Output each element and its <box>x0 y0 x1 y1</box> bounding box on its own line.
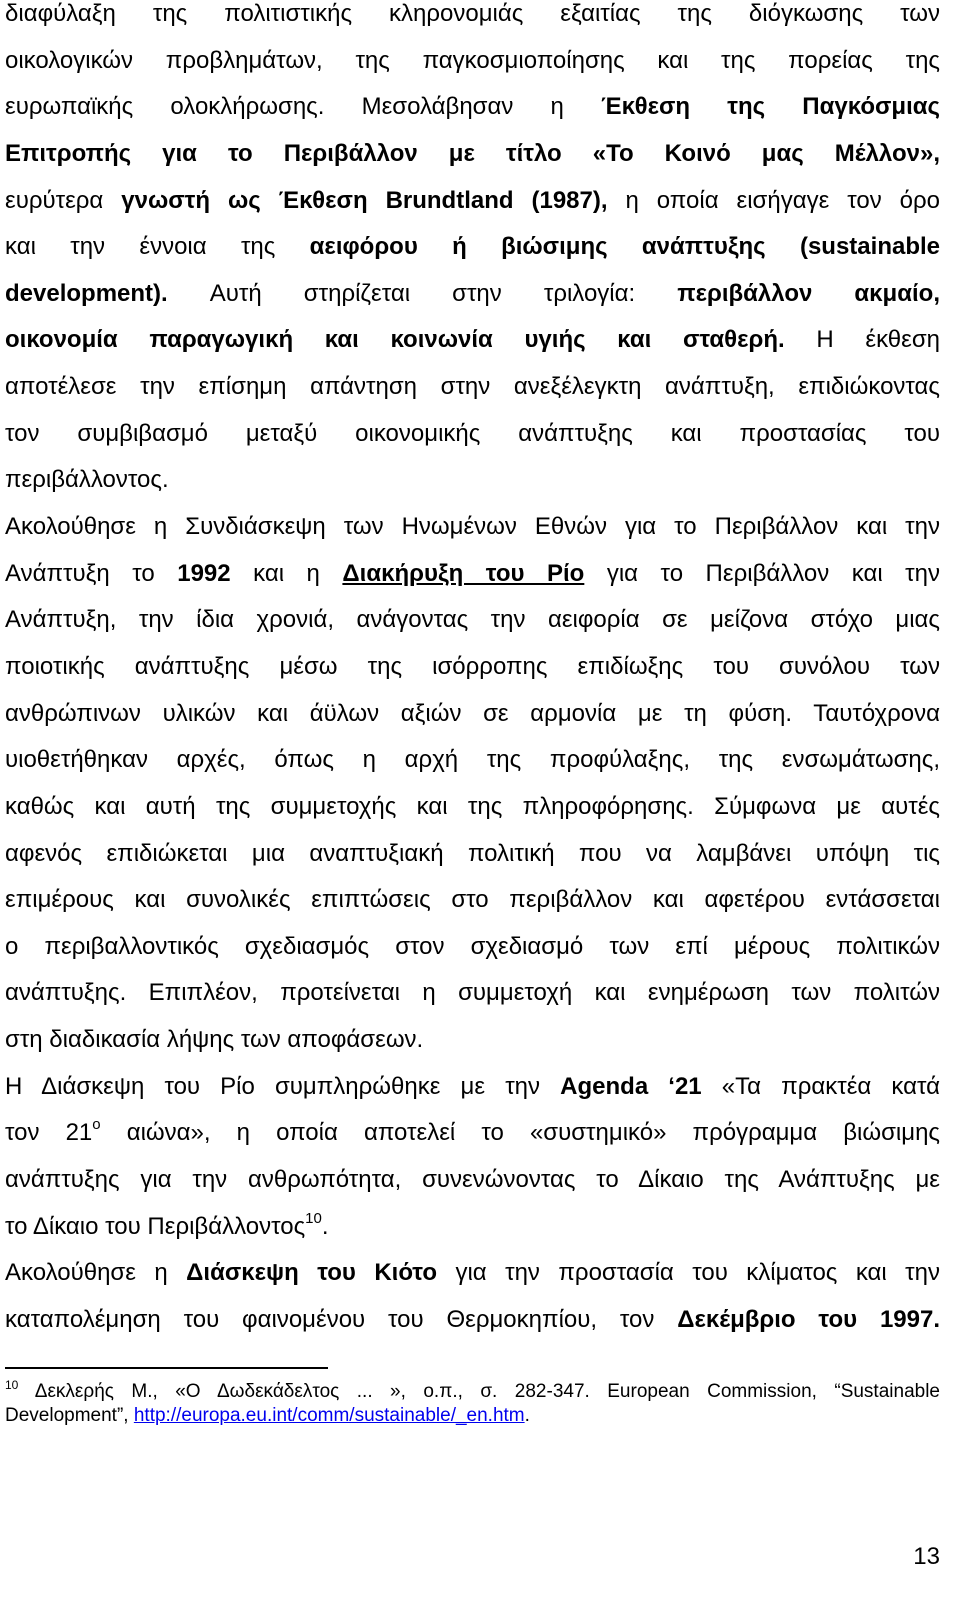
text-segment: περιβάλλοντος. <box>5 466 169 494</box>
text-segment: υιοθετήθηκαν αρχές, όπως η αρχή της προφύλαξης, της ενσωμάτωσης, <box>5 746 940 774</box>
footnote-number: 10 <box>5 1378 19 1392</box>
text-line <box>5 411 940 458</box>
text-line <box>5 1017 940 1064</box>
footnote-line <box>5 1404 940 1428</box>
text-line <box>5 1250 940 1297</box>
text-segment: Η έκθεση <box>784 326 941 354</box>
text-segment: αποτέλεσε την επίσημη απάντηση στην ανεξέλεγκτη ανάπτυξη, επιδιώκοντας <box>5 373 940 401</box>
text-segment: αιώνα», η οποία αποτελεί το «συστημικό» πρόγραμμα βιώσιμης <box>100 1119 940 1147</box>
text-line <box>5 364 940 411</box>
text-line <box>5 691 940 738</box>
footnote-link[interactable]: http://europa.eu.int/comm/sustainable/_en.htm <box>133 1405 525 1426</box>
text-segment: και την έννοια της <box>5 233 310 261</box>
text-segment: «Τα πρακτέα κατά <box>701 1072 940 1100</box>
text-segment: οικολογικών προβλημάτων, της παγκοσμιοποίησης και της πορείας της <box>5 46 940 74</box>
text-segment: Η Διάσκεψη του Ρίο συμπληρώθηκε με την <box>5 1072 561 1100</box>
text-segment: Αυτή στηρίζεται στην τριλογία: <box>167 279 678 307</box>
text-segment: καθώς και αυτή της συμμετοχής και της πληροφόρησης. Σύμφωνα με αυτές <box>5 792 940 820</box>
text-line <box>5 737 940 784</box>
bold-text: Agenda ‘21 <box>560 1072 702 1100</box>
text-line <box>5 317 940 364</box>
bold-text: Διακήρυξη του Ρίο <box>342 559 585 587</box>
text-segment: ποιοτικής ανάπτυξης μέσω της ισόρροπης επιδίωξης του συνόλου των <box>5 652 940 680</box>
text-segment: και η <box>230 559 343 587</box>
text-line <box>5 1297 940 1344</box>
footnote-separator <box>5 1367 328 1369</box>
text-line <box>5 784 940 831</box>
text-segment: ανάπτυξης για την ανθρωπότητα, συνενώνοντας το Δίκαιο της Ανάπτυξης με <box>5 1166 940 1194</box>
text-segment: ο περιβαλλοντικός σχεδιασμός στον σχεδιασμό των επί μέρους πολιτικών <box>5 932 940 960</box>
text-segment: Ακολούθησε η Συνδιάσκεψη των Ηνωμένων Εθνών για το Περιβάλλον και την <box>5 513 940 541</box>
bold-text: οικονομία παραγωγική και κοινωνία υγιής και σταθερή. <box>5 326 785 354</box>
bold-text: 1992 <box>177 559 231 587</box>
text-line <box>5 84 940 131</box>
bold-text: Επιτροπής για το Περιβάλλον με τίτλο «Το Κοινό μας Μέλλον», <box>5 139 940 167</box>
bold-text: Δεκέμβριο του 1997. <box>677 1305 940 1333</box>
text-line <box>5 38 940 85</box>
text-line <box>5 877 940 924</box>
text-line <box>5 551 940 598</box>
text-segment: Ακολούθησε η <box>5 1259 187 1287</box>
text-segment: αφενός επιδιώκεται μια αναπτυξιακή πολιτική που να λαμβάνει υπόψη τις <box>5 839 940 867</box>
text-line <box>5 271 940 318</box>
text-line <box>5 924 940 971</box>
text-line <box>5 0 940 38</box>
text-segment: διαφύλαξη της πολιτιστικής κληρονομιάς εξαιτίας της διόγκωσης των <box>5 0 940 27</box>
text-segment: στη διαδικασία λήψης των αποφάσεων. <box>5 1026 424 1054</box>
text-segment: Ανάπτυξη το <box>5 559 178 587</box>
text-segment: επιμέρους και συνολικές επιπτώσεις στο περιβάλλον και αφετέρου εντάσσεται <box>5 886 940 914</box>
text-segment: ευρωπαϊκής ολοκλήρωσης. Μεσολάβησαν η <box>5 93 602 121</box>
text-line <box>5 597 940 644</box>
text-line <box>5 224 940 271</box>
page-number: 13 <box>913 1543 940 1570</box>
bold-text: αειφόρου ή βιώσιμης ανάπτυξης (sustainable <box>309 233 940 261</box>
superscript: ο <box>92 1116 101 1134</box>
text-segment: ευρύτερα <box>5 186 122 214</box>
bold-text: Διάσκεψη του Κιότο <box>186 1259 438 1287</box>
footnote <box>5 1380 940 1428</box>
text-segment: τον συμβιβασμό μεταξύ οικονομικής ανάπτυξης και προστασίας του <box>5 419 940 447</box>
text-line <box>5 831 940 878</box>
footnote-line <box>5 1380 940 1404</box>
text-line <box>5 1204 940 1251</box>
footnote-text: Δεκλερής Μ., «Ο Δωδεκάδελτος ... », ο.π., σ. 282-347. European Commission, “Sustainable <box>18 1381 940 1402</box>
text-line <box>5 178 940 225</box>
text-line <box>5 457 940 504</box>
text-segment: ανάπτυξης. Επιπλέον, προτείνεται η συμμετοχή και ενημέρωση των πολιτών <box>5 979 940 1007</box>
bold-text: development). <box>5 279 168 307</box>
text-line <box>5 1064 940 1111</box>
text-segment: τον 21 <box>5 1119 93 1147</box>
text-segment: η οποία εισήγαγε τον όρο <box>607 186 941 214</box>
text-segment: ανθρώπινων υλικών και άϋλων αξιών σε αρμονία με τη φύση. Ταυτόχρονα <box>5 699 940 727</box>
text-segment: καταπολέμηση του φαινομένου του Θερμοκηπίου, τον <box>5 1305 678 1333</box>
bold-text: Έκθεση της Παγκόσμιας <box>601 93 940 121</box>
footnote-text: Development”, <box>5 1405 134 1426</box>
text-segment: Ανάπτυξη, την ίδια χρονιά, ανάγοντας την αειφορία σε μείζονα στόχο μιας <box>5 606 940 634</box>
text-line <box>5 504 940 551</box>
body-text <box>5 0 940 1344</box>
text-segment: το Δίκαιο του Περιβάλλοντος <box>5 1212 306 1240</box>
text-segment: . <box>321 1212 329 1240</box>
text-line <box>5 1157 940 1204</box>
footnote-text: . <box>524 1405 530 1426</box>
text-segment: για το Περιβάλλον και την <box>584 559 940 587</box>
bold-text: γνωστή ως Έκθεση Brundtland (1987), <box>121 186 608 214</box>
footnote-reference: 10 <box>305 1209 322 1227</box>
text-line <box>5 644 940 691</box>
text-line <box>5 970 940 1017</box>
bold-text: περιβάλλον ακμαίο, <box>677 279 940 307</box>
text-line <box>5 1110 940 1157</box>
text-segment: για την προστασία του κλίματος και την <box>437 1259 940 1287</box>
text-line <box>5 131 940 178</box>
